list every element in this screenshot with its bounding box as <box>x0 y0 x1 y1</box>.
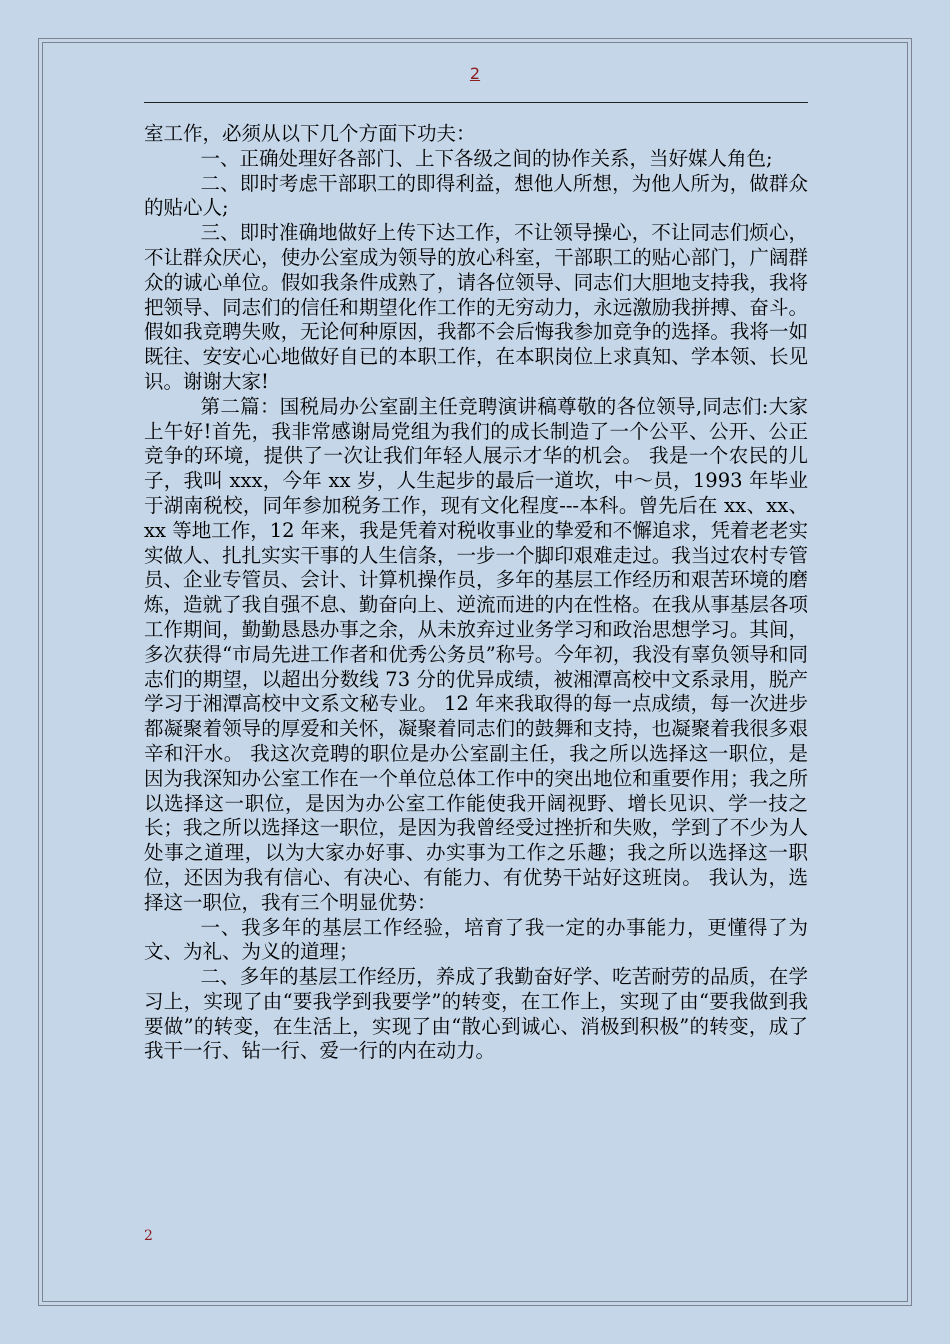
footer-page-number: 2 <box>144 1228 153 1244</box>
paragraph-7: 二、多年的基层工作经历，养成了我勤奋好学、吃苦耐劳的品质，在学习上，实现了由“要我学到我要学”的转变，在工作上，实现了由“要我做到我要做”的转变，在生活上，实现了由“散心到诚心、消极到积极”的转变，成了我干一行、钻一行、爱一行的内在动力。 <box>144 965 808 1063</box>
header-page-number: 2 <box>469 64 481 83</box>
header-divider <box>144 102 808 103</box>
paragraph-6: 一、我多年的基层工作经验，培育了我一定的办事能力，更懂得了为文、为礼、为义的道理； <box>144 915 808 964</box>
paragraph-3: 二、即时考虑干部职工的即得利益，想他人所想，为他人所为，做群众的贴心人; <box>144 171 808 220</box>
paragraph-4: 三、即时准确地做好上传下达工作，不让领导操心，不让同志们烦心，不让群众厌心，使办公室成为领导的放心科室，干部职工的贴心部门，广阔群众的诚心单位。假如我条件成熟了，请各位领导、同志们大胆地支持我，我将把领导、同志们的信任和期望化作工作的无穷动力，永远激励我拼搏、奋斗。假如我竞聘失败，无论何种原因，我都不会后悔我参加竞争的选择。我将一如既往、安安心心地做好自已的本职工作，在本职岗位上求真知、学本领、长见识。谢谢大家! <box>144 221 808 393</box>
document-body <box>144 122 808 1064</box>
paragraph-2: 一、正确处理好各部门、上下各级之间的协作关系，当好媒人角色; <box>200 146 773 170</box>
paragraph-1: 室工作，必须从以下几个方面下功夫： <box>144 122 476 145</box>
paragraph-5: 第二篇：国税局办公室副主任竞聘演讲稿尊敬的各位领导,同志们:大家上午好!首先，我非常感谢局党组为我们的成长制造了一个公平、公开、公正竞争的环境，提供了一次让我们年轻人展示才华的机会。 我是一个农民的儿子，我叫 xxx，今年 xx 岁，人生起步的最后一道坎，中～员，1993 年毕业于湖南税校，同年参加税务工作，现有文化程度---本科。曾先后在 xx、xx、xx 等地工作，12 年来，我是凭着对税收事业的挚爱和不懈追求，凭着老老实实做人、扎扎实实干事的人生信条，一步一个脚印艰难走过。我当过农村专管员、企业专管员、会计、计算机操作员，多年的基层工作经历和艰苦环境的磨炼，造就了我自强不息、勤奋向上、逆流而进的内在性格。在我从事基层各项工作期间，勤勤恳恳办事之余，从未放弃过业务学习和政治思想学习。其间，多次获得“市局先进工作者和优秀公务员”称号。今年初，我没有辜负领导和同志们的期望，以超出分数线 73 分的优异成绩，被湘潭高校中文系录用，脱产学习于湘潭高校中文系文秘专业。 12 年来我取得的每一点成绩，每一次进步都凝聚着领导的厚爱和关怀，凝聚着同志们的鼓舞和支持，也凝聚着我很多艰辛和汗水。 我这次竞聘的职位是办公室副主任，我之所以选择这一职位，是因为我深知办公室工作在一个单位总体工作中的突出地位和重要作用；我之所以选择这一职位，是因为办公室工作能使我开阔视野、增长见识、学一技之长；我之所以选择这一职位，是因为我曾经受过挫折和失败，学到了不少为人处事之道理，以为大家办好事、办实事为工作之乐趣；我之所以选择这一职位，还因为我有信心、有决心、有能力、有优势干站好这班岗。 我认为，选择这一职位，我有三个明显优势： <box>144 394 808 914</box>
